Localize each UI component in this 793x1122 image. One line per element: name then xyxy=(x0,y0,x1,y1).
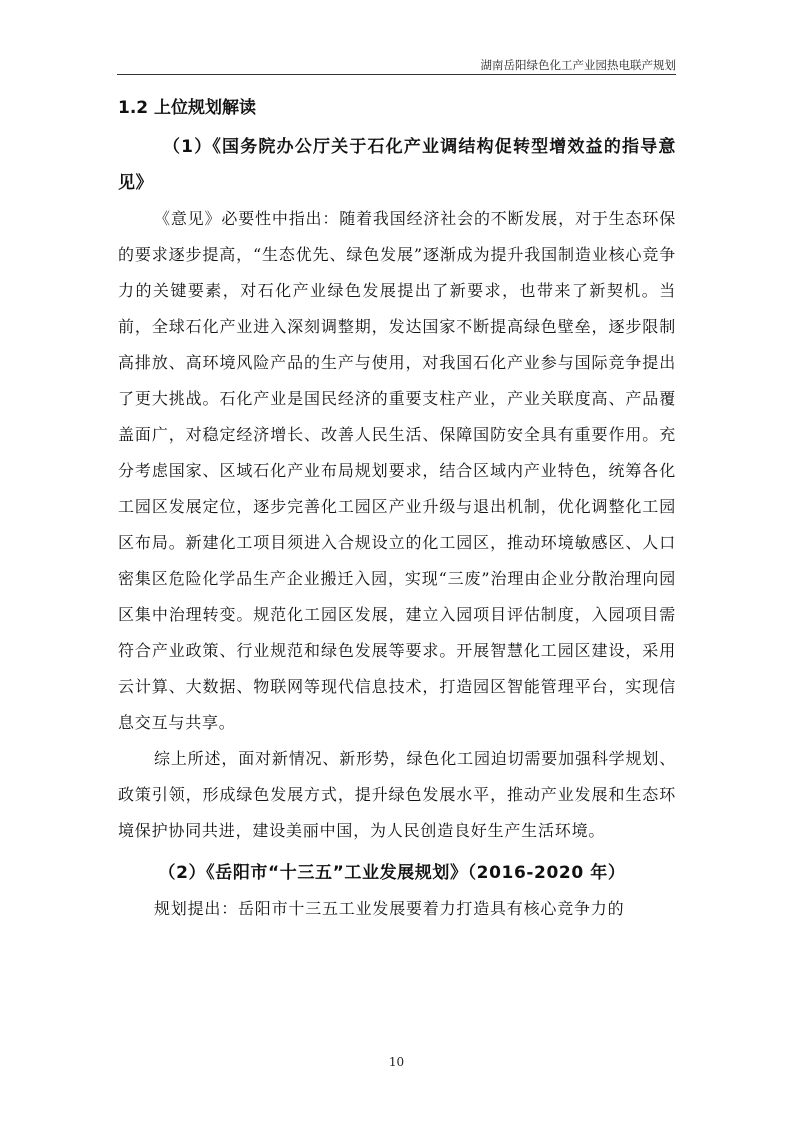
running-header: 湖南岳阳绿色化工产业园热电联产规划 xyxy=(480,58,676,72)
subsection-1-paragraph-2: 综上所述，面对新情况、新形势，绿色化工园迫切需要加强科学规划、政策引领，形成绿色发展方式，提升绿色发展水平，推动产业发展和生态环境保护协同共进，建设美丽中国，为人民创造良好生产生活环境。 xyxy=(118,749,676,840)
page-number: 10 xyxy=(388,1055,405,1069)
header-divider xyxy=(117,74,676,75)
subsection-2-heading: （2）《岳阳市“十三五”工业发展规划》（2016-2020 年） xyxy=(158,863,626,883)
subsection-2-paragraph-1: 规划提出：岳阳市十三五工业发展要着力打造具有核心竞争力的 xyxy=(154,899,625,918)
subsection-1-paragraph-1: 《意见》必要性中指出：随着我国经济社会的不断发展，对于生态环保的要求逐步提高，“生态优先、绿色发展”逐渐成为提升我国制造业核心竞争力的关键要素，对石化产业绿色发展提出了新要求，也带来了新契机。当前，全球石化产业进入深刻调整期，发达国家不断提高绿色壁垒，逐步限制高排放、高环境风险产品的生产与使用，对我国石化产业参与国际竞争提出了更大挑战。石化产业是国民经济的重要支柱产业，产业关联度高、产品覆盖面广，对稳定经济增长、改善人民生活、保障国防安全具有重要作用。充分考虑国家、区域石化产业布局规划要求，结合区域内产业特色，统筹各化工园区发展定位，逐步完善化工园区产业升级与退出机制，优化调整化工园区布局。新建化工项目须进入合规设立的化工园区，推动环境敏感区、人口密集区危险化学品生产企业搬迁入园，实现“三废”治理由企业分散治理向园区集中治理转变。规范化工园区发展，建立入园项目评估制度，入园项目需符合产业政策、行业规范和绿色发展等要求。开展智慧化工园区建设，采用云计算、大数据、物联网等现代信息技术，打造园区智能管理平台，实现信息交互与共享。 xyxy=(118,209,676,732)
subsection-1-heading: （1）《国务院办公厅关于石化产业调结构促转型增效益的指导意见》 xyxy=(118,137,676,193)
section-title: 1.2 上位规划解读 xyxy=(118,98,257,118)
document-body xyxy=(118,90,676,927)
